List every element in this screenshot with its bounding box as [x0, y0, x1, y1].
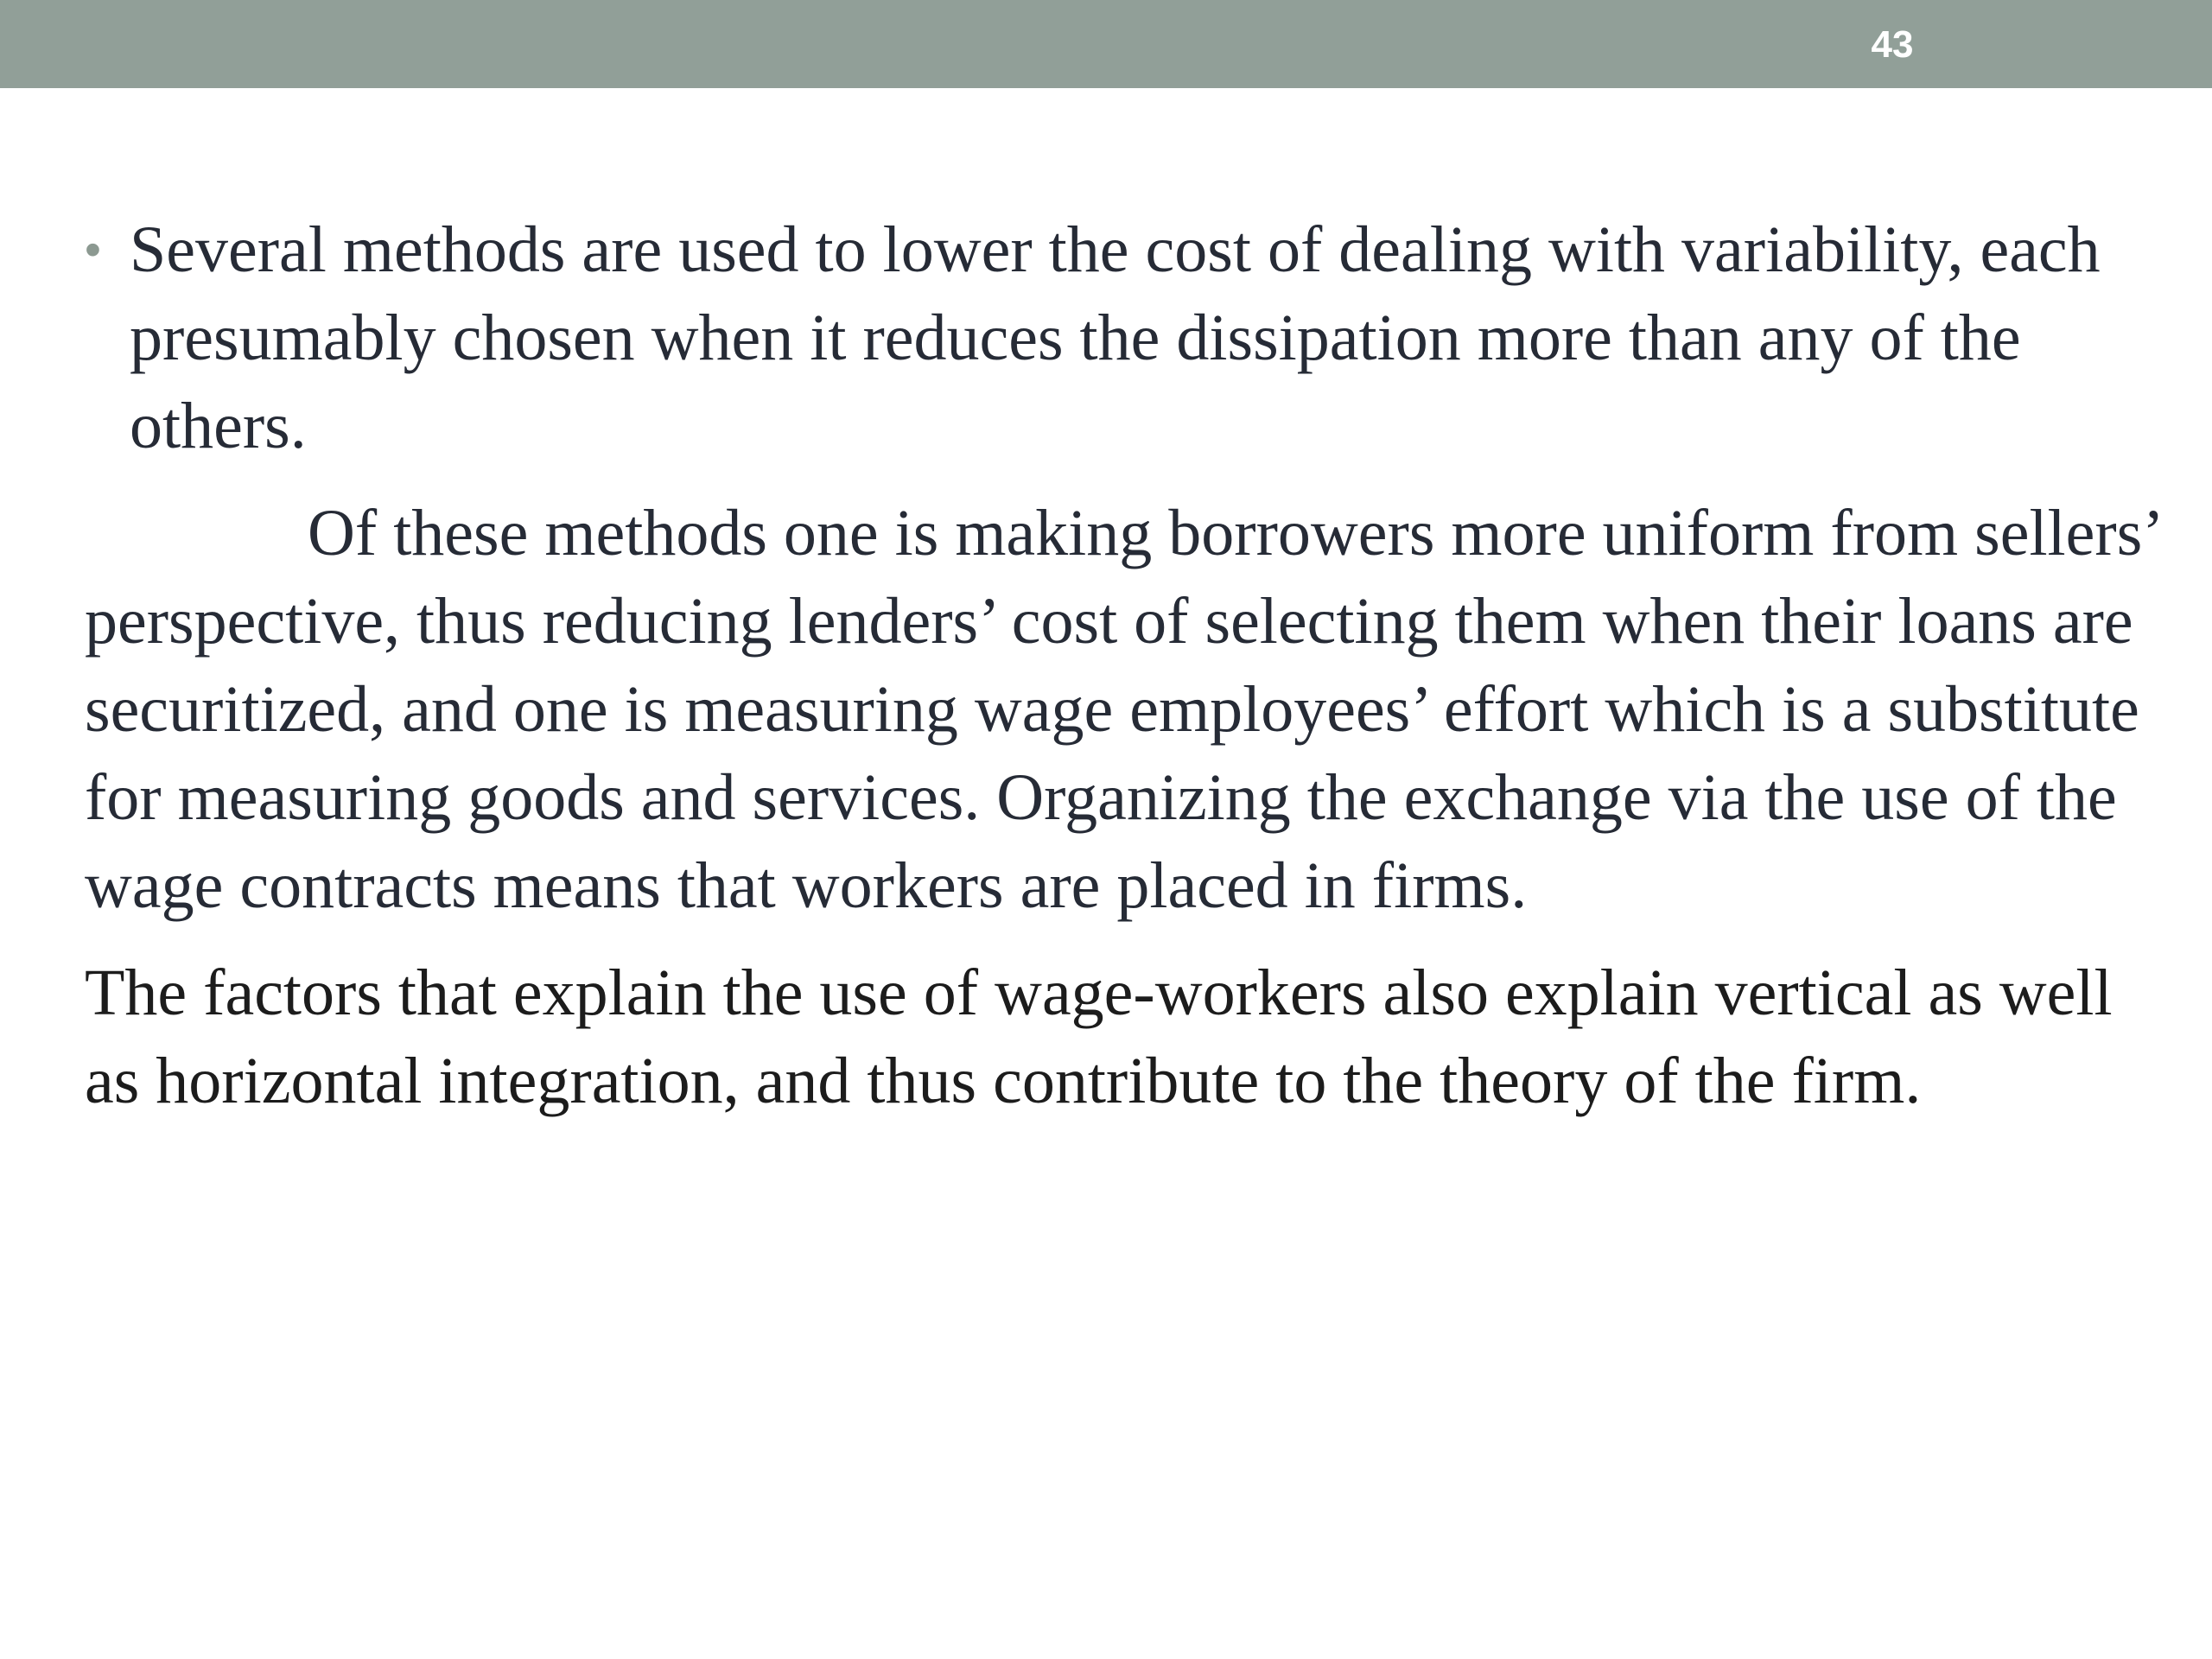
body-paragraph-1: Of these methods one is making borrowers more uniform from sellers’ perspective, thus reducing lenders’ cost of selecting them when their loans are securitized, and one is measuring wage employees’ effort which is a substitute for measuring goods and services. Organizing the exchange via the use of the wage contracts means that workers are placed in firms.: [85, 497, 2159, 922]
slide-body: [85, 206, 2176, 1144]
header-bar: [0, 0, 2212, 88]
body-paragraph-2: The factors that explain the use of wage-workers also explain vertical as well as horizontal integration, and thus contribute to the theory of the firm.: [85, 957, 2113, 1117]
bullet-dot-icon: •: [85, 224, 101, 276]
slide-number: 43: [1871, 23, 1914, 66]
bullet-item: [85, 206, 2203, 470]
bullet-text: Several methods are used to lower the cost of dealing with variability, each presumably chosen when it reduces the dissipation more than any of the others.: [130, 213, 2101, 462]
